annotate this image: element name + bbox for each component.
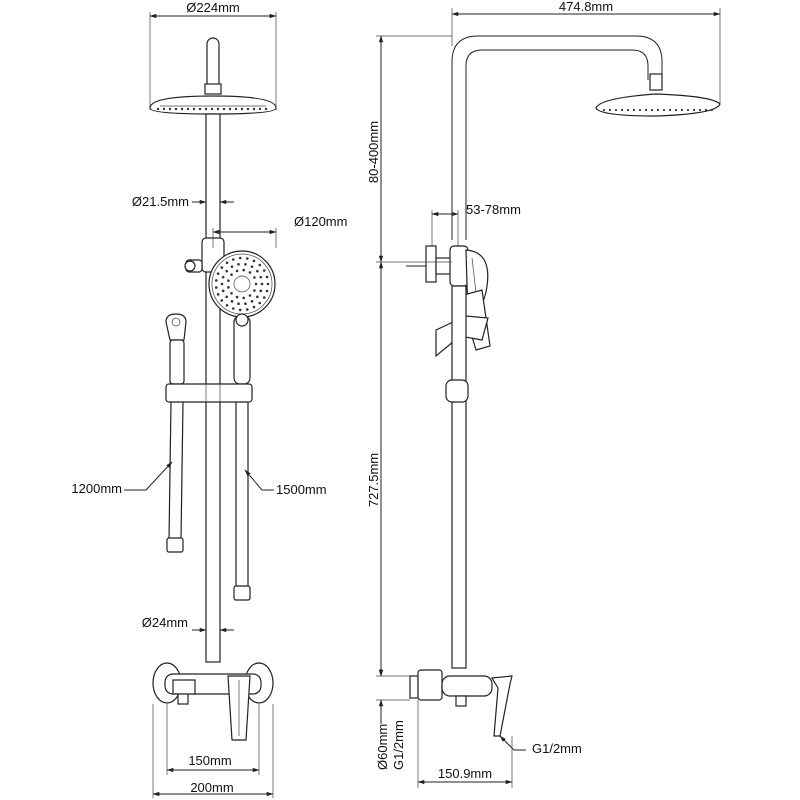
dim-hose-1200 [71, 462, 172, 496]
label-slider-range: 53-78mm [466, 202, 521, 217]
nozzle-dot [266, 276, 269, 279]
nozzle-dot [227, 279, 230, 282]
nozzle-dot [226, 261, 229, 264]
nozzle-dot [693, 109, 695, 111]
label-hose-1: 1200mm [71, 481, 122, 496]
label-cover-dia: Ø60mm [375, 723, 390, 770]
label-hand-shower-dia: Ø120mm [294, 214, 348, 229]
nozzle-dot [215, 279, 218, 282]
nozzle-dot [157, 108, 159, 110]
nozzle-dot [205, 108, 207, 110]
dim-adjust-range [366, 36, 452, 262]
dim-rail-height [366, 262, 452, 676]
label-thread-left: G1/2mm [391, 720, 406, 770]
nozzle-dot [217, 108, 219, 110]
nozzle-dot [253, 276, 256, 279]
nozzle-dot [249, 294, 252, 297]
dim-hand-shower-diameter [213, 214, 347, 248]
nozzle-dot [253, 260, 256, 263]
nozzle-dot [253, 306, 256, 309]
label-hose-2: 1500mm [276, 482, 327, 497]
nozzle-dot [669, 109, 671, 111]
nozzle-dot [609, 109, 611, 111]
nozzle-dot [615, 109, 617, 111]
nozzle-dot [657, 109, 659, 111]
nozzle-dot [687, 109, 689, 111]
nozzle-dot [175, 108, 177, 110]
dim-slider-range [432, 202, 521, 248]
side-sprayer-front [166, 314, 186, 384]
holder-bracket-front [166, 384, 252, 402]
dim-cover-diameter [375, 652, 410, 770]
nozzle-dot [193, 108, 195, 110]
nozzle-dot [255, 283, 258, 286]
nozzle-dot [259, 276, 262, 279]
nozzle-dot [651, 109, 653, 111]
nozzle-dot [244, 302, 247, 305]
dim-total-reach [452, 0, 720, 104]
front-view [71, 0, 347, 798]
nozzle-dot [621, 109, 623, 111]
label-rail-height: 727.5mm [366, 452, 381, 508]
nozzle-dot [246, 257, 249, 260]
nozzle-dot [251, 300, 254, 303]
label-pipe-dia-upper: Ø21.5mm [131, 194, 189, 209]
nozzle-dot [231, 265, 234, 268]
nozzle-dot [221, 266, 224, 269]
nozzle-dot [256, 296, 259, 299]
mixer-side [410, 670, 512, 736]
nozzle-dot [232, 307, 235, 310]
nozzle-dot [221, 283, 224, 286]
nozzle-dot [247, 108, 249, 110]
nozzle-dot [230, 292, 233, 295]
label-mixer-width: 200mm [190, 780, 234, 795]
nozzle-dot [237, 302, 240, 305]
nozzle-dot [267, 283, 270, 286]
nozzle-dot [226, 304, 229, 307]
nozzle-dot [239, 309, 242, 312]
nozzle-dot [627, 109, 629, 111]
nozzle-dot [222, 276, 225, 279]
nozzle-dot [227, 286, 230, 289]
label-adjust-range: 80-400mm [366, 120, 381, 184]
nozzle-dot [249, 271, 252, 274]
nozzle-dot [231, 300, 234, 303]
rain-shower-head-front [150, 96, 276, 114]
mixer-front [153, 663, 273, 740]
label-center-distance: 150mm [188, 753, 232, 768]
nozzle-dot [256, 270, 259, 273]
nozzle-dot [187, 108, 189, 110]
nozzle-dot [169, 108, 171, 110]
rain-shower-head-side [596, 94, 720, 116]
nozzle-dot [603, 109, 605, 111]
nozzle-dot [705, 109, 707, 111]
nozzle-dot [711, 109, 713, 111]
nozzle-dot [263, 296, 266, 299]
label-side-projection: 150.9mm [437, 766, 493, 781]
nozzle-dot [217, 293, 220, 296]
nozzle-dot [645, 109, 647, 111]
label-total-reach: 474.8mm [558, 0, 614, 14]
nozzle-dot [211, 108, 213, 110]
nozzle-dot [663, 109, 665, 111]
dim-mixer-width [153, 704, 273, 798]
nozzle-dot [181, 108, 183, 110]
rail-pipe-side [452, 286, 466, 668]
nozzle-dot [244, 263, 247, 266]
shower-arm-front [205, 38, 221, 94]
nozzle-dot [246, 308, 249, 311]
nozzle-dot [225, 270, 228, 273]
diverter-side [406, 246, 468, 286]
nozzle-dot [236, 296, 239, 299]
nozzle-dot [681, 109, 683, 111]
label-head-dia: Ø224mm [186, 0, 240, 15]
nozzle-dot [253, 108, 255, 110]
nozzle-dot [230, 273, 233, 276]
nozzle-dot [232, 258, 235, 261]
nozzle-dot [261, 283, 264, 286]
nozzle-dot [229, 108, 231, 110]
nozzle-dot [253, 289, 256, 292]
nozzle-dot [235, 108, 237, 110]
nozzle-dot [241, 108, 243, 110]
nozzle-dot [259, 290, 262, 293]
nozzle-dot [633, 109, 635, 111]
nozzle-dot [251, 265, 254, 268]
nozzle-dot [259, 108, 261, 110]
nozzle-dot [258, 302, 261, 305]
nozzle-dot [199, 108, 201, 110]
nozzle-dot [239, 257, 242, 260]
nozzle-dot [215, 286, 218, 289]
nozzle-dot [699, 109, 701, 111]
holder-side [446, 380, 468, 402]
nozzle-dot [237, 263, 240, 266]
nozzle-dot [266, 290, 269, 293]
side-view [366, 0, 720, 788]
nozzle-dot [242, 297, 245, 300]
nozzle-dot [675, 109, 677, 111]
label-pipe-dia-lower: Ø24mm [141, 615, 188, 630]
nozzle-dot [639, 109, 641, 111]
nozzle-dot [242, 269, 245, 272]
nozzle-dot [221, 299, 224, 302]
nozzle-dot [263, 269, 266, 272]
nozzle-dot [217, 272, 220, 275]
nozzle-dot [236, 270, 239, 273]
nozzle-dot [222, 290, 225, 293]
nozzle-dot [163, 108, 165, 110]
dim-hose-1500 [245, 470, 327, 497]
nozzle-dot [258, 264, 261, 267]
label-thread-right: G1/2mm [532, 741, 582, 756]
nozzle-dot [223, 108, 225, 110]
nozzle-dot [265, 108, 267, 110]
nozzle-dot [225, 296, 228, 299]
